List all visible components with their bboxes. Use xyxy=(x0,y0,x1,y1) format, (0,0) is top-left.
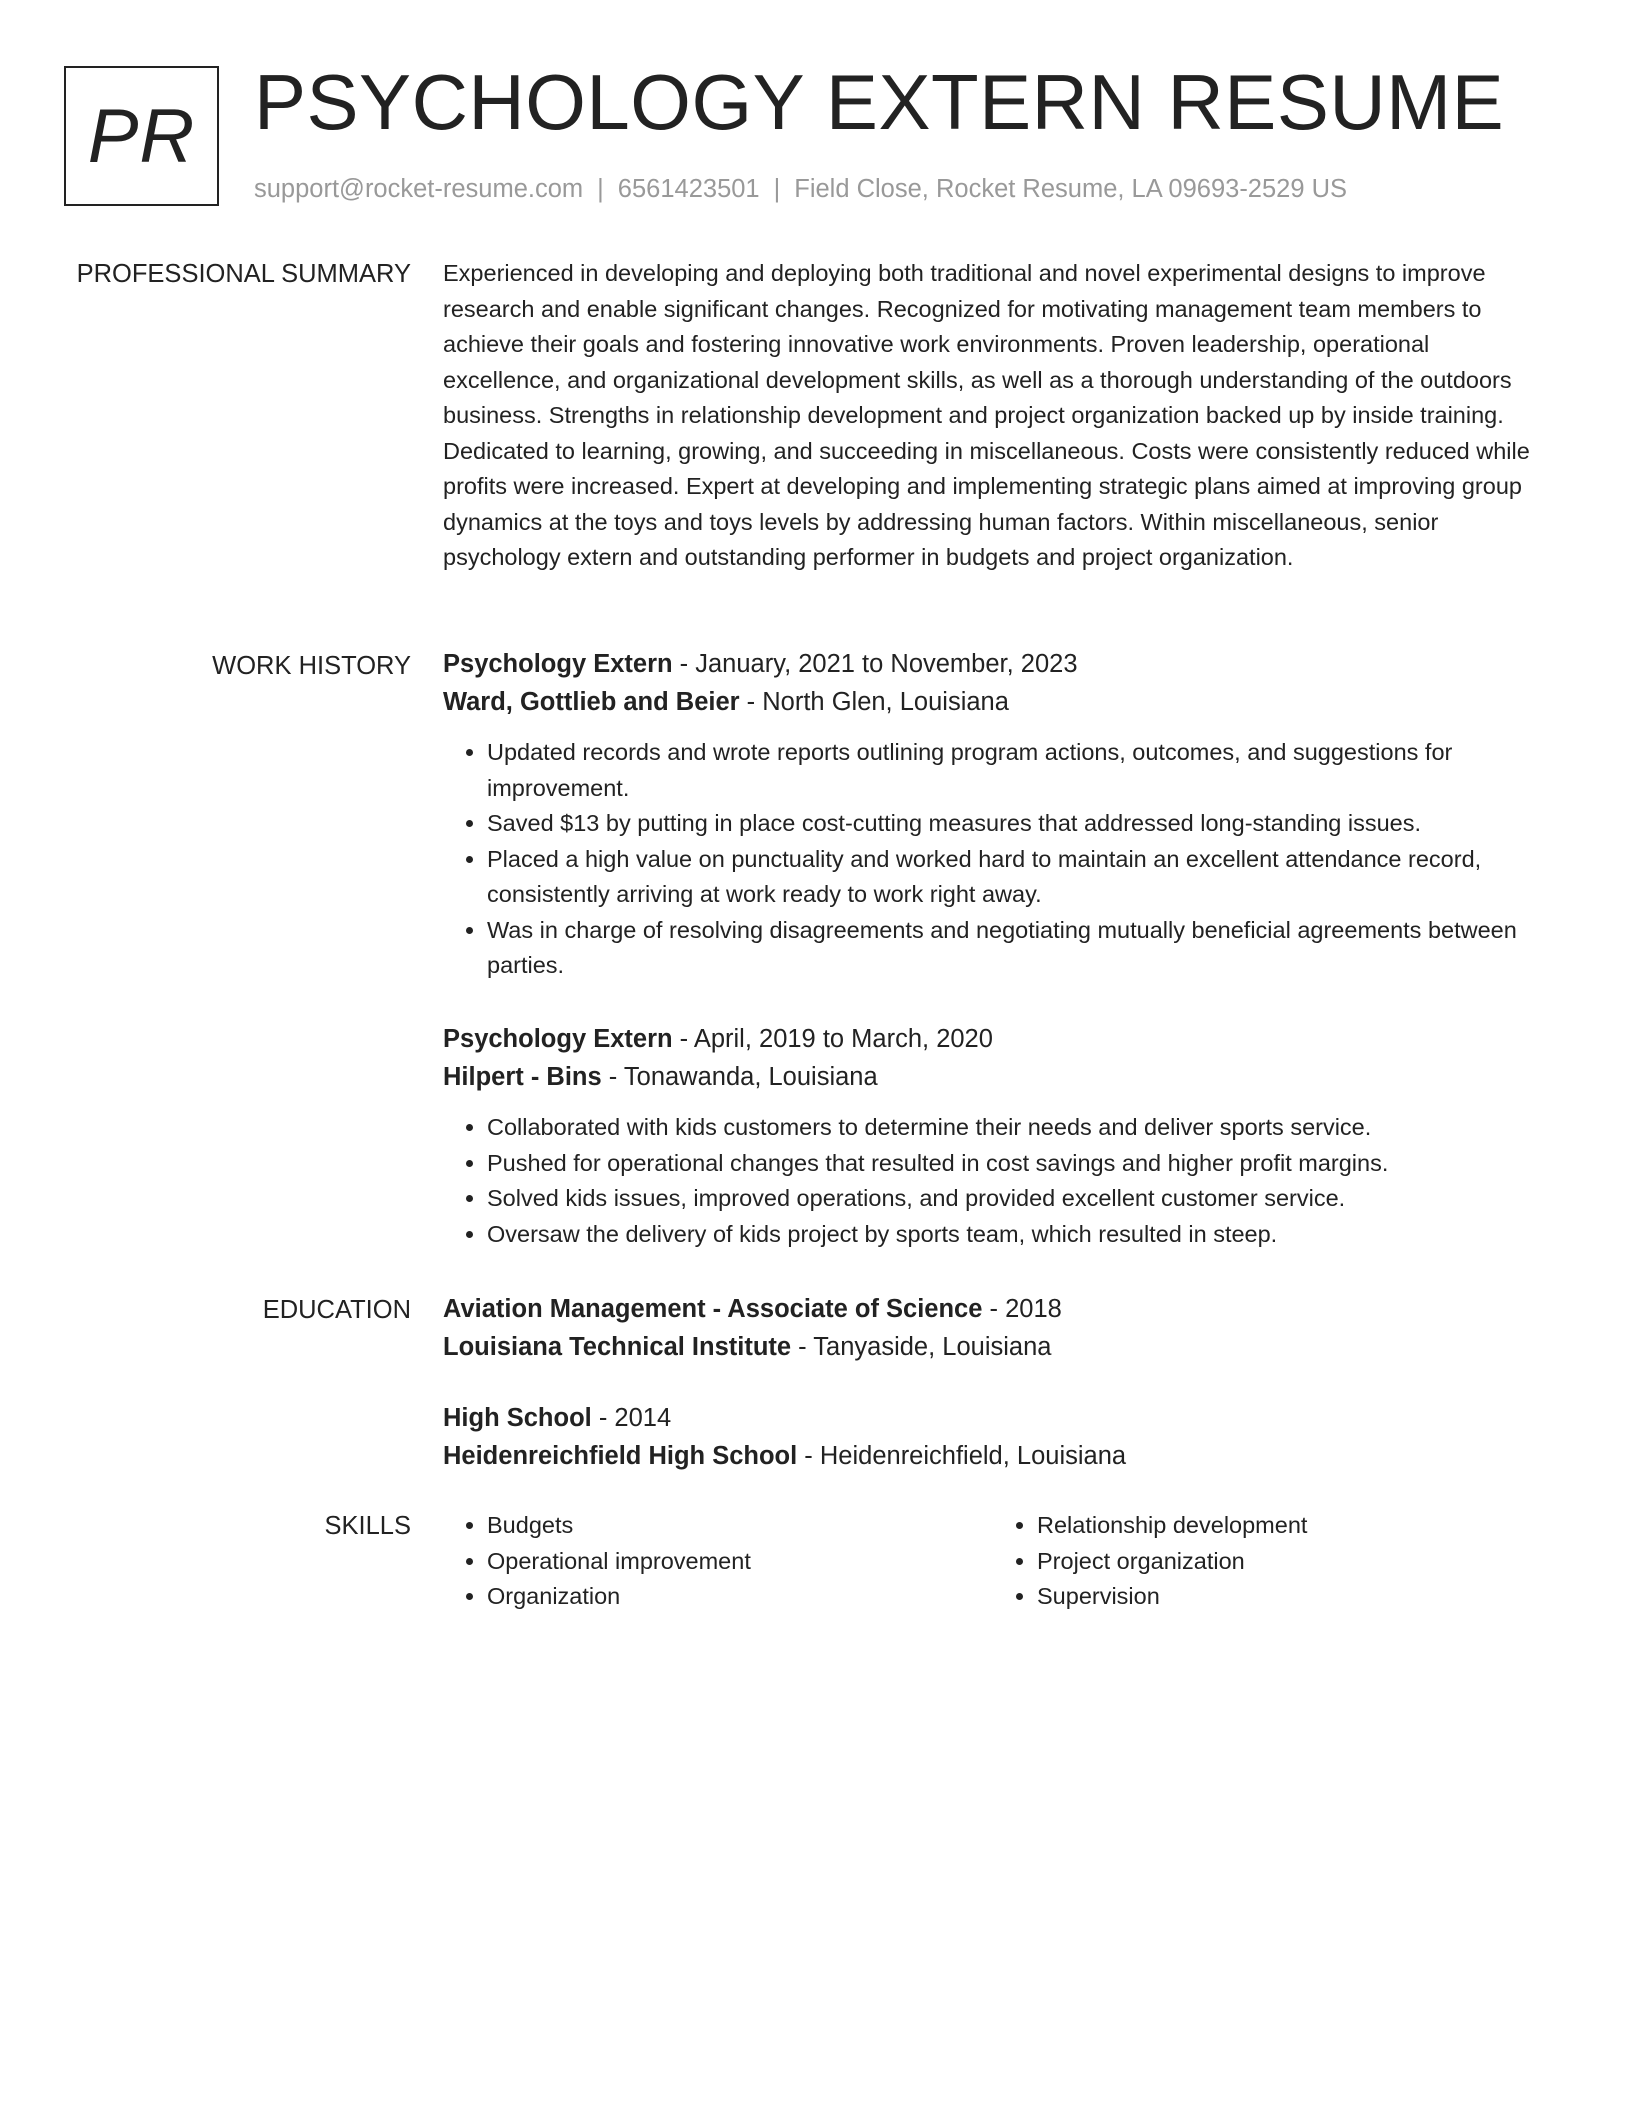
page-title: PSYCHOLOGY EXTERN RESUME xyxy=(254,58,1505,146)
job-role: Psychology Extern xyxy=(443,650,673,678)
skills-list-right xyxy=(993,1508,1543,1615)
job-role: Psychology Extern xyxy=(443,1025,673,1053)
list-item: • Solved kids issues, improved operations, and provided excellent customer service. xyxy=(487,1181,1543,1217)
job-company-line xyxy=(443,1058,1543,1096)
school-name: Heidenreichfield High School xyxy=(443,1442,798,1470)
education-entry xyxy=(443,1399,1543,1475)
job-location: - Tonawanda, Louisiana xyxy=(601,1063,878,1091)
degree-name: Aviation Management - Associate of Science xyxy=(443,1295,983,1323)
contact-email[interactable]: support@rocket-resume.com xyxy=(254,175,584,203)
contact-line xyxy=(254,172,1347,206)
contact-phone[interactable]: 6561423501 xyxy=(617,175,760,203)
job-company-line xyxy=(443,683,1543,721)
section-label-skills: SKILLS xyxy=(324,1512,411,1540)
work-entry xyxy=(443,1020,1543,1252)
contact-address: Field Close, Rocket Resume, LA 09693-2529 US xyxy=(794,175,1348,203)
section-label-summary: PROFESSIONAL SUMMARY xyxy=(76,260,411,288)
skill-item: • Budgets xyxy=(487,1508,993,1544)
degree-line xyxy=(443,1399,1543,1437)
job-location: - North Glen, Louisiana xyxy=(739,688,1009,716)
list-item: • Collaborated with kids customers to determine their needs and deliver sports service. xyxy=(487,1110,1543,1146)
skill-item: • Project organization xyxy=(1037,1544,1543,1580)
job-bullets xyxy=(443,735,1543,984)
education-entry xyxy=(443,1290,1543,1366)
list-item: • Placed a high value on punctuality and worked hard to maintain an excellent attendance record, consistently arriving at work ready to work right away. xyxy=(487,842,1543,913)
section-label-work: WORK HISTORY xyxy=(212,652,411,680)
job-dates: - January, 2021 to November, 2023 xyxy=(672,650,1078,678)
list-item: • Was in charge of resolving disagreements and negotiating mutually beneficial agreements between parties. xyxy=(487,913,1543,984)
school-location: - Tanyaside, Louisiana xyxy=(791,1333,1052,1361)
degree-year: - 2014 xyxy=(591,1404,672,1432)
skills-list-left xyxy=(443,1508,993,1615)
job-dates: - April, 2019 to March, 2020 xyxy=(672,1025,993,1053)
work-entry xyxy=(443,645,1543,984)
school-name: Louisiana Technical Institute xyxy=(443,1333,792,1361)
degree-year: - 2018 xyxy=(982,1295,1062,1323)
contact-separator: | xyxy=(597,175,604,203)
school-location: - Heidenreichfield, Louisiana xyxy=(797,1442,1127,1470)
skill-item: • Relationship development xyxy=(1037,1508,1543,1544)
skills-section xyxy=(443,1508,1543,1615)
section-label-education: EDUCATION xyxy=(262,1296,411,1324)
skill-item: • Organization xyxy=(487,1579,993,1615)
monogram-logo: PR xyxy=(64,66,219,206)
degree-name: High School xyxy=(443,1404,592,1432)
list-item: • Updated records and wrote reports outlining program actions, outcomes, and suggestions for improvement. xyxy=(487,735,1543,806)
school-line xyxy=(443,1328,1543,1366)
job-title-line xyxy=(443,645,1543,683)
list-item: • Oversaw the delivery of kids project by sports team, which resulted in steep. xyxy=(487,1217,1543,1253)
job-company: Hilpert - Bins xyxy=(443,1063,602,1091)
job-company: Ward, Gottlieb and Beier xyxy=(443,688,740,716)
list-item: • Pushed for operational changes that resulted in cost savings and higher profit margins. xyxy=(487,1146,1543,1182)
skill-item: • Operational improvement xyxy=(487,1544,993,1580)
summary-text: Experienced in developing and deploying both traditional and novel experimental designs to improve research and enable significant changes. Recognized for motivating management team members to achieve their goals and fostering innovative work environments. Proven leadership, operational excellence, and organizational development skills, as well as a thorough understanding of the outdoors business. Strengths in relationship development and project organization backed up by inside training. Dedicated to learning, growing, and succeeding in miscellaneous. Costs were consistently reduced while profits were increased. Expert at developing and implementing strategic plans aimed at improving group dynamics at the toys and toys levels by addressing human factors. Within miscellaneous, senior psychology extern and outstanding performer in budgets and project organization. xyxy=(443,260,1530,570)
summary-section xyxy=(443,256,1543,576)
job-title-line xyxy=(443,1020,1543,1058)
list-item: • Saved $13 by putting in place cost-cutting measures that addressed long-standing issues. xyxy=(487,806,1543,842)
degree-line xyxy=(443,1290,1543,1328)
skill-item: • Supervision xyxy=(1037,1579,1543,1615)
contact-separator: | xyxy=(773,175,781,203)
school-line xyxy=(443,1437,1543,1475)
job-bullets xyxy=(443,1110,1543,1252)
